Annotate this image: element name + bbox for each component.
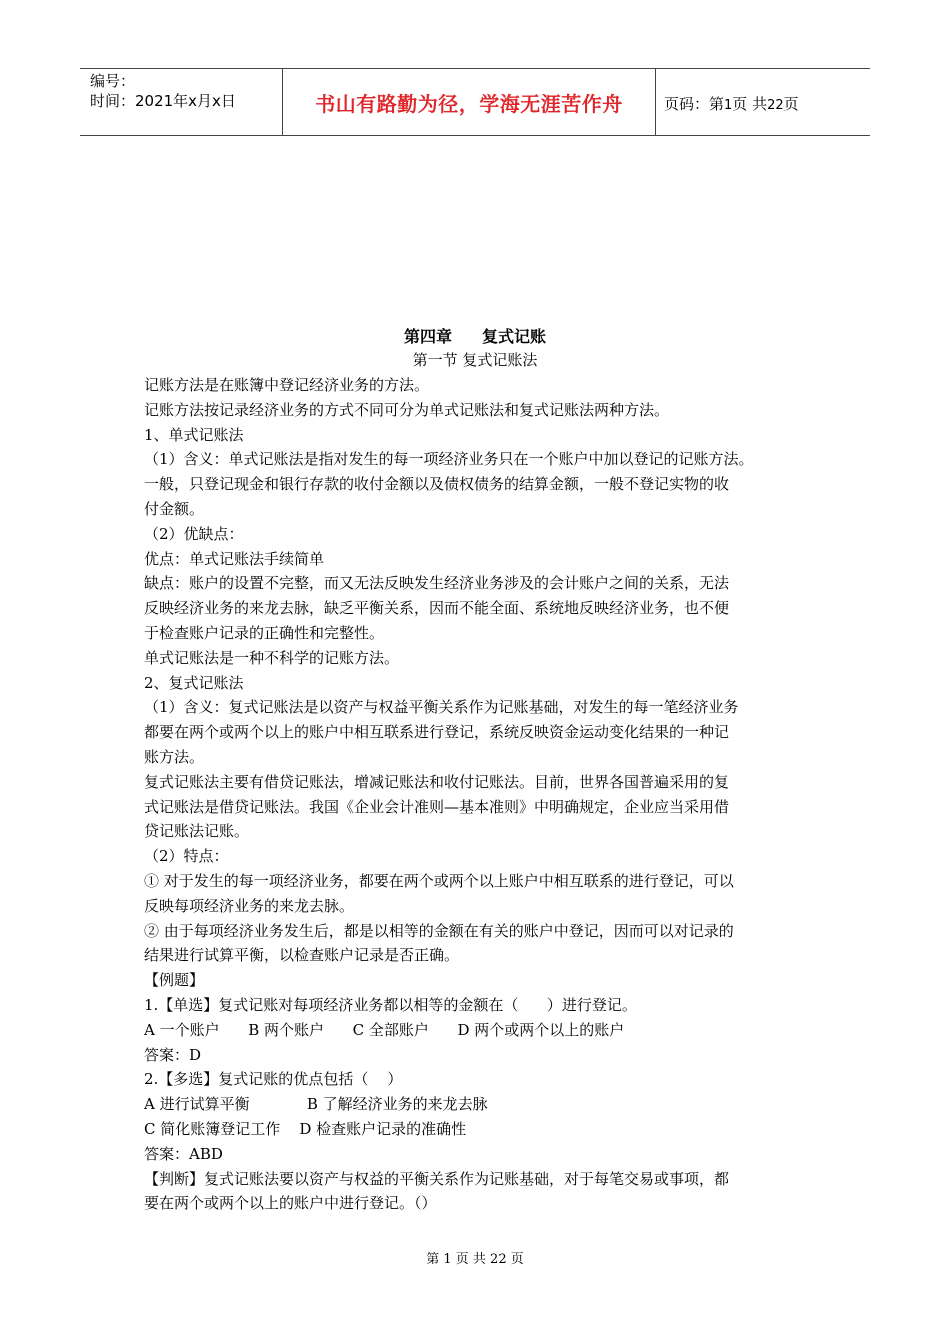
text-line: 【判断】复式记账法要以资产与权益的平衡关系作为记账基础，对于每笔交易或事项，都 [144, 1169, 730, 1188]
header-border-top [80, 68, 870, 69]
text-line: 反映每项经济业务的来龙去脉。 [144, 896, 355, 915]
text-line: 答案：D [144, 1045, 202, 1064]
text-line: 【例题】 [144, 971, 205, 990]
text-line: （2）特点： [144, 847, 229, 866]
text-line: 付金额。 [144, 499, 205, 518]
text-line: 都要在两个或两个以上的账户中相互联系进行登记，系统反映资金运动变化结果的一种记 [144, 723, 730, 742]
text-line: 结果进行试算平衡，以检查账户记录是否正确。 [144, 946, 460, 965]
header-date: 时间：2021年x月x日 [90, 92, 236, 110]
text-line: 1、单式记账法 [144, 425, 244, 444]
header-page-end: 页 [783, 95, 799, 113]
text-line: ① 对于发生的每一项经济业务，都要在两个或两个以上账户中相互联系的进行登记，可以 [144, 871, 734, 890]
text-line: 于检查账户记录的正确性和完整性。 [144, 623, 385, 642]
header-divider-right [655, 68, 656, 135]
text-line: 缺点：账户的设置不完整，而又无法反映发生经济业务涉及的会计账户之间的关系，无法 [144, 574, 730, 593]
header-border-bottom [80, 135, 870, 136]
text-line: 2、复式记账法 [144, 673, 244, 692]
chapter-number: 第四章 [403, 327, 452, 346]
header-number: 编号： [90, 72, 136, 90]
header-page-info [664, 93, 799, 114]
text-line: 复式记账法主要有借贷记账法，增减记账法和收付记账法。目前，世界各国普遍采用的复 [144, 772, 730, 791]
chapter-name: 复式记账 [482, 327, 547, 346]
text-line: （1）含义：复式记账法是以资产与权益平衡关系作为记账基础，对发生的每一笔经济业务 [144, 698, 739, 717]
text-line: （1）含义：单式记账法是指对发生的每一项经济业务只在一个账户中加以登记的记账方法。 [144, 450, 754, 469]
text-line: （2）优缺点： [144, 524, 244, 543]
header-motto: 书山有路勤为径，学海无涯苦作舟 [315, 92, 623, 116]
section-title: 第一节 复式记账法 [412, 351, 538, 369]
header-page-current: 1 [724, 98, 733, 113]
text-line: 记账方法按记录经济业务的方式不同可分为单式记账法和复式记账法两种方法。 [144, 400, 670, 419]
text-line: 答案：ABD [144, 1144, 223, 1163]
document-body [144, 373, 820, 1216]
page-footer: 第 1 页 共 22 页 [426, 1252, 524, 1267]
text-line: 要在两个或两个以上的账户中进行登记。（） [144, 1194, 437, 1213]
text-line: C 简化账簿登记工作 D 检查账户记录的准确性 [144, 1119, 467, 1138]
text-line: ② 由于每项经济业务发生后，都是以相等的金额在有关的账户中登记，因而可以对记录的 [144, 921, 734, 940]
text-line: 1.【单选】复式记账对每项经济业务都以相等的金额在（ ）进行登记。 [144, 995, 637, 1014]
chapter-title [0, 324, 950, 347]
header-page-total: 22 [767, 98, 784, 113]
text-line: 反映经济业务的来龙去脉，缺乏平衡关系，因而不能全面、系统地反映经济业务，也不便 [144, 599, 730, 618]
text-line: 一般，只登记现金和银行存款的收付金额以及债权债务的结算金额，一般不登记实物的收 [144, 475, 730, 494]
text-line: A 一个账户 B 两个账户 C 全部账户 D 两个或两个以上的账户 [144, 1020, 625, 1039]
text-line: A 进行试算平衡 B 了解经济业务的来龙去脉 [144, 1095, 488, 1114]
text-line: 2.【多选】复式记账的优点包括（ ） [144, 1070, 403, 1089]
header-page-mid: 页 共 [732, 95, 768, 113]
text-line: 记账方法是在账簿中登记经济业务的方法。 [144, 376, 430, 394]
text-line: 贷记账法记账。 [144, 822, 250, 841]
text-line: 单式记账法是一种不科学的记账方法。 [144, 648, 400, 667]
text-line: 账方法。 [144, 747, 205, 766]
header-page-label: 页码：第 [664, 95, 725, 113]
header-meta [90, 71, 280, 111]
text-line: 式记账法是借贷记账法。我国《企业会计准则—基本准则》中明确规定，企业应当采用借 [144, 797, 730, 816]
text-line: 优点：单式记账法手续简单 [144, 549, 325, 568]
